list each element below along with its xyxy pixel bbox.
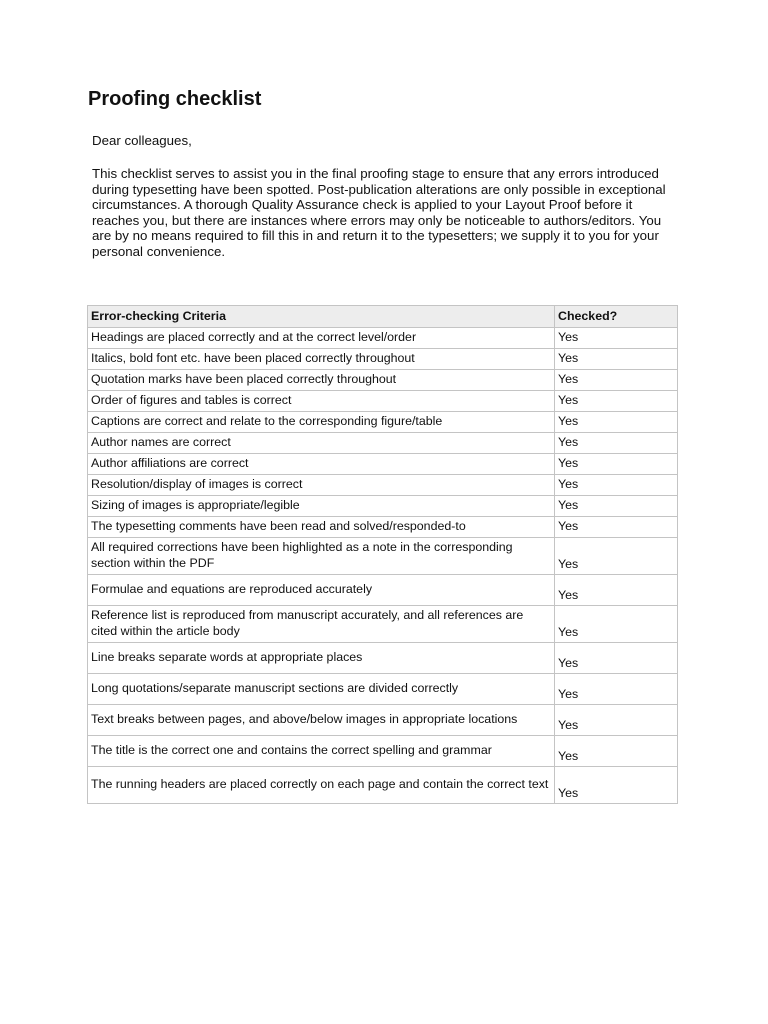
- checked-cell: Yes: [555, 575, 678, 606]
- table-row: [88, 454, 678, 475]
- salutation: Dear colleagues,: [92, 133, 192, 148]
- checked-cell: Yes: [555, 349, 678, 370]
- criterion-cell: The running headers are placed correctly on each page and contain the correct text: [88, 767, 555, 804]
- criterion-cell: Text breaks between pages, and above/below images in appropriate locations: [88, 705, 555, 736]
- checked-cell: Yes: [555, 705, 678, 736]
- criterion-cell: Line breaks separate words at appropriate places: [88, 643, 555, 674]
- checked-cell: Yes: [555, 433, 678, 454]
- checked-cell: Yes: [555, 391, 678, 412]
- table-row: [88, 767, 678, 804]
- criterion-cell: Quotation marks have been placed correctly throughout: [88, 370, 555, 391]
- header-row: [88, 306, 678, 328]
- checklist-table: [87, 305, 678, 804]
- checked-cell: Yes: [555, 606, 678, 643]
- table-row: [88, 496, 678, 517]
- table-row: [88, 705, 678, 736]
- criterion-cell: Formulae and equations are reproduced accurately: [88, 575, 555, 606]
- table-row: [88, 575, 678, 606]
- checked-cell: Yes: [555, 674, 678, 705]
- criterion-cell: Resolution/display of images is correct: [88, 475, 555, 496]
- table-body: [88, 328, 678, 804]
- criterion-cell: The typesetting comments have been read and solved/responded-to: [88, 517, 555, 538]
- checked-cell: Yes: [555, 538, 678, 575]
- table-row: [88, 433, 678, 454]
- table-row: [88, 736, 678, 767]
- criterion-cell: Italics, bold font etc. have been placed correctly throughout: [88, 349, 555, 370]
- table-row: [88, 370, 678, 391]
- criterion-cell: Long quotations/separate manuscript sections are divided correctly: [88, 674, 555, 705]
- criterion-cell: All required corrections have been highlighted as a note in the corresponding section within the PDF: [88, 538, 555, 575]
- criterion-cell: Order of figures and tables is correct: [88, 391, 555, 412]
- checked-cell: Yes: [555, 328, 678, 349]
- table-row: [88, 391, 678, 412]
- checked-cell: Yes: [555, 517, 678, 538]
- table-row: [88, 412, 678, 433]
- checked-cell: Yes: [555, 454, 678, 475]
- checked-cell: Yes: [555, 370, 678, 391]
- checked-cell: Yes: [555, 496, 678, 517]
- table-header: [88, 306, 678, 328]
- intro-paragraph: This checklist serves to assist you in the final proofing stage to ensure that any errors introduced during typesetting have been spotted. Post-publication alterations are only possible in exceptional circumstances. A thorough Quality Assurance check is applied to your Layout Proof before it reaches you, but there are instances where errors may only be noticeable to authors/editors. You are by no means required to fill this in and return it to the typesetters; we supply it to you for your personal convenience.: [92, 166, 666, 259]
- table-row: [88, 328, 678, 349]
- checked-cell: Yes: [555, 736, 678, 767]
- criterion-cell: Reference list is reproduced from manuscript accurately, and all references are cited within the article body: [88, 606, 555, 643]
- criterion-cell: Captions are correct and relate to the corresponding figure/table: [88, 412, 555, 433]
- checked-cell: Yes: [555, 643, 678, 674]
- criterion-cell: Author names are correct: [88, 433, 555, 454]
- table-row: [88, 349, 678, 370]
- table-row: [88, 517, 678, 538]
- criterion-cell: Author affiliations are correct: [88, 454, 555, 475]
- table-row: [88, 475, 678, 496]
- criterion-cell: Headings are placed correctly and at the correct level/order: [88, 328, 555, 349]
- criteria-column-header: Error-checking Criteria: [88, 306, 555, 328]
- table-row: [88, 606, 678, 643]
- checked-column-header: Checked?: [555, 306, 678, 328]
- checked-cell: Yes: [555, 767, 678, 804]
- criterion-cell: The title is the correct one and contains the correct spelling and grammar: [88, 736, 555, 767]
- page-title: Proofing checklist: [88, 88, 262, 110]
- table-row: [88, 538, 678, 575]
- checked-cell: Yes: [555, 475, 678, 496]
- criterion-cell: Sizing of images is appropriate/legible: [88, 496, 555, 517]
- table-row: [88, 643, 678, 674]
- table-row: [88, 674, 678, 705]
- checked-cell: Yes: [555, 412, 678, 433]
